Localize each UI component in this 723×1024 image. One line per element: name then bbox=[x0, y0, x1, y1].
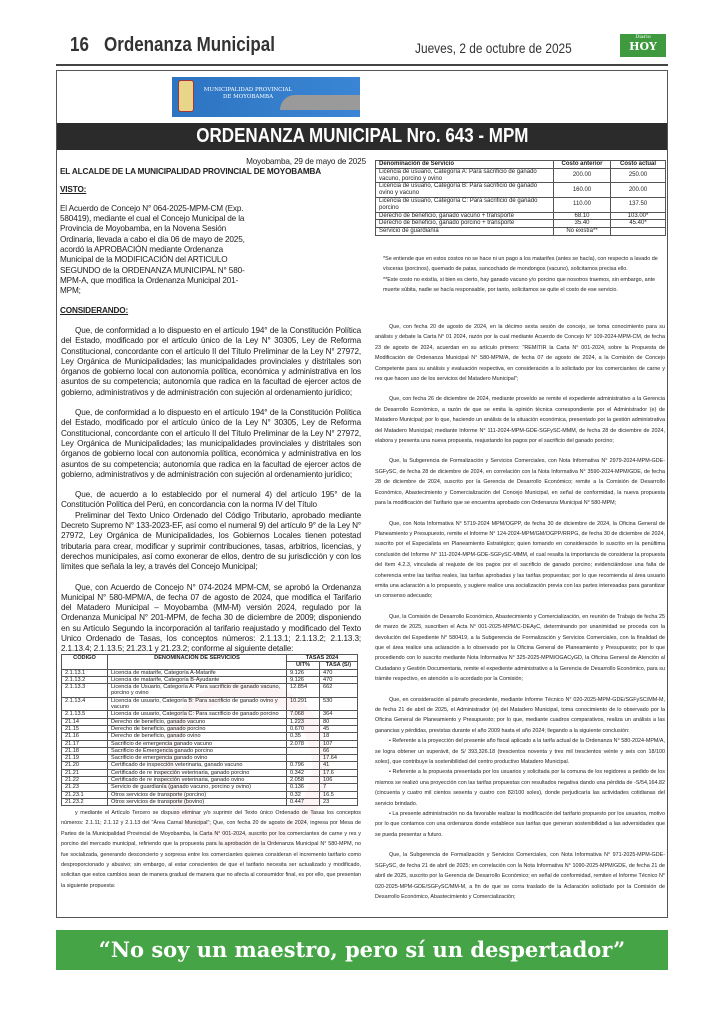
paragraph: Que, la Subgerencia de Formalización y Servicios Comerciales, con Nota Informativa N° 971-2025-MPM-GDE-SGFySC, de fecha 21 de abril de 2025; en correlación con la Nota Informativa N° 1090-2025-MPM/GDE, de fecha 21 de abril de 2025, suscrito por la Gerencia de Desarrollo Económico; en señal de conformidad, remiten el Informe Técnico N° 020-2025-MPM-GDE/SGFySC/MM-M, a fin de que se corra traslado de la Aclaración solicitado por la Comisión de Desarrollo Económico, Abastecimiento y Comercialización; bbox=[375, 852, 665, 900]
col-before: Costo anterior bbox=[554, 161, 611, 169]
cell-code: 21.22 bbox=[62, 777, 108, 784]
cell-tasa: 7 bbox=[320, 784, 358, 791]
cell-uit: 0.136 bbox=[287, 784, 320, 791]
cell-uit: 1.223 bbox=[287, 718, 320, 725]
cell-name: Licencia de usuario, Categoría A: Para sacrificio de ganado vacuno, porcino y ovino bbox=[376, 168, 554, 183]
considerando-paragraphs bbox=[61, 326, 361, 655]
logo-small-text: Diario bbox=[635, 34, 651, 40]
col-now: Costo actual bbox=[611, 161, 666, 169]
cell-name: Sacrificio de emergencia ganado vacuno bbox=[108, 740, 287, 747]
cell-code: 2.1.13.2 bbox=[62, 676, 108, 683]
considerando-heading: CONSIDERANDO: bbox=[60, 305, 129, 315]
cell-before: 110.00 bbox=[554, 197, 611, 212]
note: *Se entiende que en estos costos no se hace ni un pago a los matarifes (antes se hacía), con respecto a lavado de vísceras (porcinos), quemado de patas, sancochado de mondongos (vacuno), solicitamos precisa ello. bbox=[383, 256, 658, 273]
cell-tasa: 66 bbox=[320, 747, 358, 754]
left-column-header bbox=[60, 157, 366, 316]
cell-tasa: 530 bbox=[320, 697, 358, 711]
section-title: Ordenanza Municipal bbox=[104, 34, 275, 56]
cell-name: Licencia de usuario, Categoría C: Para sacrificio de ganado porcino bbox=[108, 711, 287, 718]
issue-date: Jueves, 2 de octubre de 2025 bbox=[415, 40, 572, 56]
paragraph: Que, con Nota Informativa N° 5719-2024 MPM/OGPP, de fecha 30 de diciembre de 2024, la Oficina General de Planeamiento y Presupuesto, remite el Informe N° 124-2024-MPM/GM/OGPP/RRPG, de fecha 30 de diciembre de 2024, suscrito por el Especialista en Planeamiento Estratégico; quien tomando en consideración lo suscrito en la penúltima conclusión del Informe N° 111-2024-MPM-GDE-SGFySC-MMM, el cual resalta la importancia de considerar la propuesta del ítem 4.2.3, vinculada al reajuste de los pagos por el sacrificio de ganado porcino; evidenciándose una falta de coherencia entre las tarifas reales, las tarifas aprobadas y las tarifas propuestas; por lo que recomienda al área usuario emita una aclaración a lo propuesto, y sugiere realice una socialización previa con las partes interesadas para garantizar un consenso adecuado; bbox=[375, 520, 665, 600]
proposal-cost-table bbox=[375, 160, 666, 236]
table-row bbox=[62, 676, 358, 683]
cell-name: Derecho de beneficio, ganado porcino + transporte bbox=[376, 220, 554, 228]
cell-tasa: 364 bbox=[320, 711, 358, 718]
table-row bbox=[62, 784, 358, 791]
table-row bbox=[376, 220, 666, 228]
cell-now: 200.00 bbox=[611, 183, 666, 198]
table-row bbox=[376, 228, 666, 236]
bullet: • Referente a la proyección del presente año fiscal aplicado a la tarifa actual de la Ordenanza N° 580-2024-MPM/A, se logra obtener un superávit, de S/ 393,326.18 (trescientos noventa y tres mil trescientos veinte y seis con 18/100 soles), que contribuye la sostenibilidad del centro productivo Matadero Municipal. bbox=[375, 738, 665, 766]
cell-code: 21.18 bbox=[62, 747, 108, 754]
cell-name: Derecho de beneficio, ganado vacuno + transporte bbox=[376, 212, 554, 220]
cell-now: 250.00 bbox=[611, 168, 666, 183]
col-tasa: TASA (S/) bbox=[320, 662, 358, 669]
table-row bbox=[376, 168, 666, 183]
paragraph: Que, la Comisión de Desarrollo Económico, Abastecimiento y Comercialización, en reunión de Trabajo de fecha 25 de marzo de 2025, suscriben el Acta N° 001-2025-MPM/C-DEAyC, determinando por unanimidad se proceda con la devolución del Expediente N° 580419, a la Subgerencia de Formalización y Servicios Comerciales, con la finalidad de que el área realice una aclaración a lo observado por la Oficina General de Planeamiento y Presupuesto; por lo que procediendo con lo suscrito mediante Nota Informativa N° 325-2025-MPM/OGACyGD, la Oficina General de Atención al Ciudadano y Gestión Documentaria, remite el expediente administrativo a la Gerencia de Desarrollo Económico, para su trámite respectivo, en atención a lo acordado por la Comisión; bbox=[375, 613, 665, 683]
cell-tasa: 17.64 bbox=[320, 755, 358, 762]
cell-code: 2.1.13.5 bbox=[62, 711, 108, 718]
table-row bbox=[62, 718, 358, 725]
cell-code: 21.15 bbox=[62, 725, 108, 732]
cell-name: Sacrificio de Emergencia ganado porcino bbox=[108, 747, 287, 754]
cell-name: Licencia de usuario, Categoría C: Para sacrificio de ganado porcino bbox=[376, 197, 554, 212]
paragraph: Preliminar del Texto Unico Ordenado del Código Tributario, aprobado mediante Decreto Supremo N° 133-2023-EF, así como el numeral 9) del artículo 9° de la Ley N° 27972, Ley Orgánica de Municipalidades, los Gobiernos Locales tienen potestad tributaria para crear, modificar y suprimir contribuciones, tasas, arbitrios, licencias, y derechos municipales, así como exonerar de ellos, dentro de su jurisdicción y con los límites que señala la ley, a través del Concejo Municipal; bbox=[61, 510, 361, 572]
cell-name: Derecho de beneficio, ganado porcino bbox=[108, 725, 287, 732]
ordinance-title: ORDENANZA MUNICIPAL Nro. 643 - MPM bbox=[57, 123, 667, 150]
cell-tasa: 45 bbox=[320, 725, 358, 732]
cell-name: Licencia de matarife, Categoría A-Matarife bbox=[108, 669, 287, 676]
page-number: 16 bbox=[70, 34, 89, 56]
bullet: • La presente administración no da favorable realizar la modificación del tarifario propuesto por los usuarios, motivo por lo que contamos con una ordenanza donde establece sus tarifas que generan sostenibilidad a las adversidades que se pueda presentar a futuro. bbox=[375, 811, 665, 838]
col-code: CÓDIGO bbox=[62, 655, 108, 670]
cell-before: 160.00 bbox=[554, 183, 611, 198]
table-row bbox=[62, 777, 358, 784]
cell-code: 21.17 bbox=[62, 740, 108, 747]
cell-tasa: 662 bbox=[320, 684, 358, 698]
bullet: • Referente a la propuesta presentada por los usuarios y solicitada por la comuna de los regidores a pedido de los mismos se realizó una proyección con las tarifas propuestas con resultados negativa dando una pérdida de -S/54,164.82 (cincuenta y cuatro mil cientos sesenta y cuatro con 82/100 soles), donde perjudicaría las actividades cotidianas del servicio brindado. bbox=[375, 769, 665, 807]
paragraph: y mediante el Artículo Tercero se dispuso eliminar y/o suprimir del Texto único Ordenado de Tasas los conceptos números: 2.1.11; 2.1.12 y 2.1.13 del "Área Carnal Municipal"; Que, con fecha 20 de agosto de 2024, ingresa por Mesa de Partes de la Municipalidad Provincial de Moyobamba, la Carta N° 001-2024, suscrito por los comerciantes de carne y res y porcino del mercado municipal, refiriendo que la propuesta para la aprobación de la Ordenanza Municipal N° 580-MPM, no fue socializada, generando desconcierto y sorpresa entre los comerciantes quienes consideran el incremento tarifario como desproporcionado y abusivo; sin embargo, al estar conscientes de que el tarifario necesita ser actualizado y modificado, solicitan que estos cambios sean de manera gradual de manera que no afecta al consumidor final, es por ello, que presentan la siguiente propuesta: bbox=[61, 810, 361, 889]
cell-name: Derecho de beneficio, ganado ovino bbox=[108, 733, 287, 740]
cell-tasa: 106 bbox=[320, 777, 358, 784]
paragraph: Que, con fecha 20 de agosto de 2024, en la décimo sexta sesión de concejo, se toma conocimiento para su análisis y debate la Carta N° 01 2024, razón por la cual mediante Acuerdo de Concejo N° 109-2024-MPM-CM, de fecha 23 de agosto de 2024, acuerdan en su artículo primero: "REMITIR la Carta N° 001-2024, sobre la Propuesta de Modificación de Ordenanza Municipal N° 580-MPM/A, de fecha 07 de agosto de 2024, a la Comisión de Concejo Competente para su análisis y evaluación respectiva, en consideración a lo solicitado por los comerciantes de carne y res que hacen uso de los servicios del Matadero Municipal"; bbox=[375, 324, 665, 383]
cell-code: 21.23 bbox=[62, 784, 108, 791]
cell-uit bbox=[287, 755, 320, 762]
cell-uit: 7.068 bbox=[287, 711, 320, 718]
cell-name: Servicio de guardianía bbox=[376, 228, 554, 236]
cell-code: 2.1.13.3 bbox=[62, 684, 108, 698]
table-row bbox=[62, 769, 358, 776]
paragraph: Que, de conformidad a lo dispuesto en el artículo 194° de la Constitución Política del Estado, modificado por el artículo único de la Ley N° 30305, Ley de Reforma Constitucional, concordante con el artículo II del Título Preliminar de la Ley N° 27972, Ley Orgánica de Municipalidades; las municipalidades provinciales y distritales son órganos de gobierno local con autonomía política, económica y administrativa en los asuntos de su competencia; autonomía que radica en la facultad de ejercer actos de gobierno, administrativos y de administración con sujeción al ordenamiento jurídico; bbox=[61, 326, 361, 397]
cell-name: Servicio de guardianía (ganado vacuno, porcino y ovino) bbox=[108, 784, 287, 791]
cell-name: Certificado de re inspección veterinaria, ganado porcino bbox=[108, 769, 287, 776]
paragraph: Que, en consideración al párrafo precedente, mediante Informe Técnico N° 020-2025-MPM-GDE/SGFySC/MM-M, de fecha 21 de abril de 2025, el Administrador (e) del Matadero Municipal, toma conocimiento de lo observado por la Oficina General de Planeamiento y Presupuesto; por lo que, mediante cuadros comparativos, realiza un análisis a las ganancias y pérdidas, previstas durante el año 2009 hasta el año 2024; llegando a la siguiente conclusión: bbox=[375, 696, 665, 734]
place-date: Moyobamba, 29 de mayo de 2025 bbox=[246, 157, 366, 166]
table-row bbox=[62, 762, 358, 769]
authority-heading: EL ALCALDE DE LA MUNICIPALIDAD PROVINCIAL DE MOYOBAMBA bbox=[60, 167, 322, 177]
paragraph: Que, con Acuerdo de Concejo N° 074-2024 MPM-CM, se aprobó la Ordenanza Municipal N° 580-MPM/A, de fecha 07 de agosto de 2024, que modifica el Tarifario del Matadero Municipal – Moyobamba (MM-M) versión 2024, regulado por la Ordenanza Municipal N° 201-MPM, de fecha 30 de diciembre de 2009; disponiendo en su Artículo Segundo la incorporación al tarifario reajustado y modificado del Texto Unico Ordenado de Tasas, los conceptos números: 2.1.13.1; 2.1.13.2; 2.1.13.3; 2.1.13.4; 2.1.13.5; 21.23.1 y 21.23.2; conforme al siguiente detalle: bbox=[61, 582, 361, 654]
cell-uit: 0.447 bbox=[287, 798, 320, 805]
paragraph: Que, de acuerdo a lo establecido por el numeral 4) del artículo 195° de la Constitución Política del Perú, en concordancia con la norma IV del Título bbox=[61, 490, 361, 510]
cell-tasa: 17.6 bbox=[320, 769, 358, 776]
cell-now bbox=[611, 228, 666, 236]
table-row bbox=[62, 791, 358, 798]
table-notes bbox=[383, 254, 658, 296]
cell-tasa: 470 bbox=[320, 669, 358, 676]
cell-name: Derecho de beneficio, ganado vacuno bbox=[108, 718, 287, 725]
cell-now: 103.00* bbox=[611, 212, 666, 220]
newspaper-logo bbox=[620, 34, 666, 57]
logo-big-text: HOY bbox=[629, 40, 657, 53]
cell-uit: 0.796 bbox=[287, 762, 320, 769]
table-row bbox=[62, 711, 358, 718]
table-row bbox=[62, 725, 358, 732]
cell-tasa: 107 bbox=[320, 740, 358, 747]
cell-tasa: 41 bbox=[320, 762, 358, 769]
cell-tasa: 470 bbox=[320, 676, 358, 683]
quote-banner: “No soy un maestro, pero sí un despertador” bbox=[56, 930, 668, 970]
cell-before: 35.40 bbox=[554, 220, 611, 228]
cell-uit: 0.342 bbox=[287, 769, 320, 776]
cell-name: Otros servicios de transporte (bovino) bbox=[108, 798, 287, 805]
cell-code: 21.21 bbox=[62, 769, 108, 776]
paragraph: Que, de conformidad a lo dispuesto en el artículo 194° de la Constitución Política del Estado, modificado por el artículo único de la Ley N° 30305, Ley de Reforma Constitucional, concordante con el artículo II del Título Preliminar de la Ley N° 27972, Ley Orgánica de Municipalidades; las municipalidades provinciales y distritales son órganos de gobierno local con autonomía política, económica y administrativa en los asuntos de su competencia; autonomía que radica en la facultad de ejercer actos de gobierno, administrativos y de administración con sujeción al ordenamiento jurídico; bbox=[61, 408, 361, 479]
cell-uit bbox=[287, 747, 320, 754]
cell-now: 45.40* bbox=[611, 220, 666, 228]
left-closing-paragraph bbox=[61, 808, 361, 891]
municipal-logo-text: MUNICIPALIDAD PROVINCIAL DE MOYOBAMBA bbox=[203, 87, 293, 100]
cell-code: 21.23.1 bbox=[62, 791, 108, 798]
note: **Este costo no existía, si bien es cierto, hay ganado vacuno y/o porcino que nosotros traemos, sin embargo, ante muerte súbita, nadie se hacía responsable, por tanto, solicitamos se quite el costo de ese servicio. bbox=[383, 276, 656, 294]
cell-uit: 2.058 bbox=[287, 777, 320, 784]
cell-name: Certificado de re inspección veterinaria, ganado ovino bbox=[108, 777, 287, 784]
table-row bbox=[62, 740, 358, 747]
cell-uit: 0.35 bbox=[287, 733, 320, 740]
paragraph: Que, la Subgerencia de Formalización y Servicios Comerciales, con Nota Informativa N° 2979-2024-MPM-GDE-SGFySC, de fecha 28 de diciembre de 2024, en correlación con la Nota Informativa N° 3590-2024-MPM/GDE, de fecha 28 de diciembre de 2024, suscrito por la Gerencia de Desarrollo Económico; remite a la Comisión de Desarrollo Económico, Abastecimiento y Comercialización del Concejo Municipal, en señal de conformidad, la nueva propuesta para la modificación del Tarifario que se encuentra aprobado con Ordenanza Municipal N° 580-MPM; bbox=[375, 458, 665, 507]
table-row bbox=[62, 733, 358, 740]
cell-tasa: 80 bbox=[320, 718, 358, 725]
cell-uit: 9.126 bbox=[287, 669, 320, 676]
cell-code: 2.1.13.1 bbox=[62, 669, 108, 676]
cell-uit: 0.670 bbox=[287, 725, 320, 732]
col-service: Denominación de Servicio bbox=[376, 161, 554, 169]
cell-uit: 0.32 bbox=[287, 791, 320, 798]
municipal-logo-banner bbox=[172, 77, 360, 117]
cell-code: 21.20 bbox=[62, 762, 108, 769]
cell-tasa: 18 bbox=[320, 733, 358, 740]
table-row bbox=[62, 798, 358, 805]
coat-of-arms-icon bbox=[178, 80, 194, 112]
table-row bbox=[376, 183, 666, 198]
table-row bbox=[376, 212, 666, 220]
col-service: DENOMINACIÓN DE SERVICIOS bbox=[108, 655, 287, 670]
tariff-table-2024 bbox=[61, 654, 358, 806]
cell-uit: 2.078 bbox=[287, 740, 320, 747]
cell-code: 21.16 bbox=[62, 733, 108, 740]
cell-code: 21.14 bbox=[62, 718, 108, 725]
cell-uit: 10.291 bbox=[287, 697, 320, 711]
cell-uit: 12.854 bbox=[287, 684, 320, 698]
table-row bbox=[376, 197, 666, 212]
cell-uit: 9.126 bbox=[287, 676, 320, 683]
cell-before: No existía** bbox=[554, 228, 611, 236]
cell-name: Licencia de usuario, Categoría B: Para sacrificio de ganado ovino y vacuno bbox=[376, 183, 554, 198]
cell-now: 137.50 bbox=[611, 197, 666, 212]
cell-code: 21.19 bbox=[62, 755, 108, 762]
cell-name: Licencia de matarife, Categoría B-Ayudante bbox=[108, 676, 287, 683]
cell-name: Sacrificio de emergencia ganado ovino bbox=[108, 755, 287, 762]
table-row bbox=[62, 747, 358, 754]
paragraph: Que, con fecha 26 de diciembre de 2024, mediante proveído se remite el expediente administrativo a la Gerencia de Desarrollo Económico, a razón de que se emita la opinión técnica correspondiente por el Administrador (e) de Matadero Municipal; por lo que, haciendo un análisis de la situación económica, presentado por la gestión administrativa del Matadero Municipal; mediante Informe N° 111-2024-MPM-GDE-SGFySC-MMM, de fecha 28 de diciembre de 2024, elabora y presenta una nueva propuesta, reajustando los pagos por el sacrificio del ganado porcino; bbox=[375, 396, 665, 445]
cell-name: Otros servicios de transporte (porcino) bbox=[108, 791, 287, 798]
cell-name: Licencia de Usuario, Categoría A: Para sacrificio de ganado vacuno, porcino y ovino bbox=[108, 684, 287, 698]
cell-name: Certificado de inspección veterinaria, ganado vacuno bbox=[108, 762, 287, 769]
table-row bbox=[62, 684, 358, 698]
cell-name: Licencia de usuario, Categoría B: Para sacrificio de ganado ovino y vacuno bbox=[108, 697, 287, 711]
header-rule bbox=[56, 64, 668, 66]
col-group-tasas: TASAS 2024 bbox=[287, 655, 358, 662]
table-row bbox=[62, 669, 358, 676]
visto-heading: VISTO: bbox=[60, 184, 87, 194]
cell-before: 68.10 bbox=[554, 212, 611, 220]
cell-code: 21.23.2 bbox=[62, 798, 108, 805]
cell-before: 200.00 bbox=[554, 168, 611, 183]
table-row bbox=[62, 697, 358, 711]
right-paragraphs bbox=[375, 322, 665, 902]
table-row bbox=[62, 755, 358, 762]
cell-tasa: 16.5 bbox=[320, 791, 358, 798]
cell-tasa: 23 bbox=[320, 798, 358, 805]
col-uit: UIT% bbox=[287, 662, 320, 669]
cell-code: 2.1.13.4 bbox=[62, 697, 108, 711]
visto-text: El Acuerdo de Concejo N° 064-2025-MPM-CM (Exp. 580419), mediante el cual el Concejo Municipal de la Provincia de Moyobamba, en la Novena Sesión Ordinaria, llevada a cabo el día 06 de mayo de 2025, acordó la APROBACIÓN mediante Ordenanza Municipal de la MODIFICACIÓN del ARTICULO SEGUNDO de la ORDENANZA MUNICIPAL N° 580-MPM-A, que modifica la Ordenanza Municipal 201-MPM; bbox=[60, 203, 245, 296]
